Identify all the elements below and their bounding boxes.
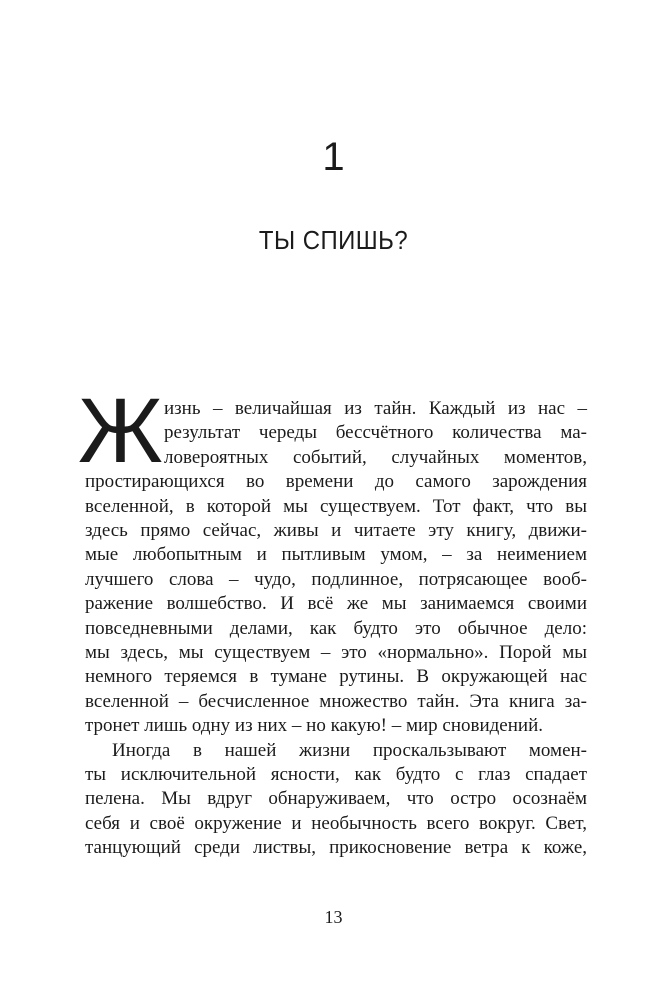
text-line: ты исключительной ясности, как будто с глаз спадает xyxy=(85,764,587,785)
text-line: вселенной – бесчисленное множество тайн. Эта книга за- xyxy=(85,690,587,712)
chapter-title: ТЫ СПИШЬ? xyxy=(258,225,409,255)
chapter-number: 1 xyxy=(322,135,345,179)
text-line: здесь прямо сейчас, живы и читаете эту книгу, движи- xyxy=(85,520,587,541)
text-line: результат череды бессчётного количества ма- xyxy=(164,422,587,444)
page-number: 13 xyxy=(324,907,343,927)
text-line: повседневными делами, как будто это обычное дело: xyxy=(85,617,587,639)
text-line: ловероятных событий, случайных моментов, xyxy=(164,446,587,468)
drop-cap: Ж xyxy=(78,380,163,482)
text-line: немного теряемся в тумане рутины. В окружающей нас xyxy=(85,666,587,688)
text-line: простирающихся во времени до самого зарождения xyxy=(85,471,587,493)
text-line: мы здесь, мы существуем – это «нормально». Порой мы xyxy=(85,642,587,663)
text-line: себя и своё окружение и необычность всего вокруг. Свет, xyxy=(85,812,587,834)
text-line: вселенной, в которой мы существуем. Тот факт, что вы xyxy=(85,495,587,517)
text-line: тронет лишь одну из них – но какую! – мир сновидений. xyxy=(85,715,543,737)
text-line: танцующий среди листвы, прикосновение ветра к коже, xyxy=(85,837,587,859)
text-line: ражение волшебство. И всё же мы занимаемся своими xyxy=(85,593,587,615)
text-line: мые любопытным и пытливым умом, – за неимением xyxy=(85,544,587,566)
text-line: пелена. Мы вдруг обнаруживаем, что остро осознаём xyxy=(85,788,587,810)
text-line: Иногда в нашей жизни проскальзывают момен- xyxy=(112,739,587,761)
text-line: изнь – величайшая из тайн. Каждый из нас – xyxy=(164,398,587,419)
text-line: лучшего слова – чудо, подлинное, потрясающее вооб- xyxy=(85,568,587,590)
